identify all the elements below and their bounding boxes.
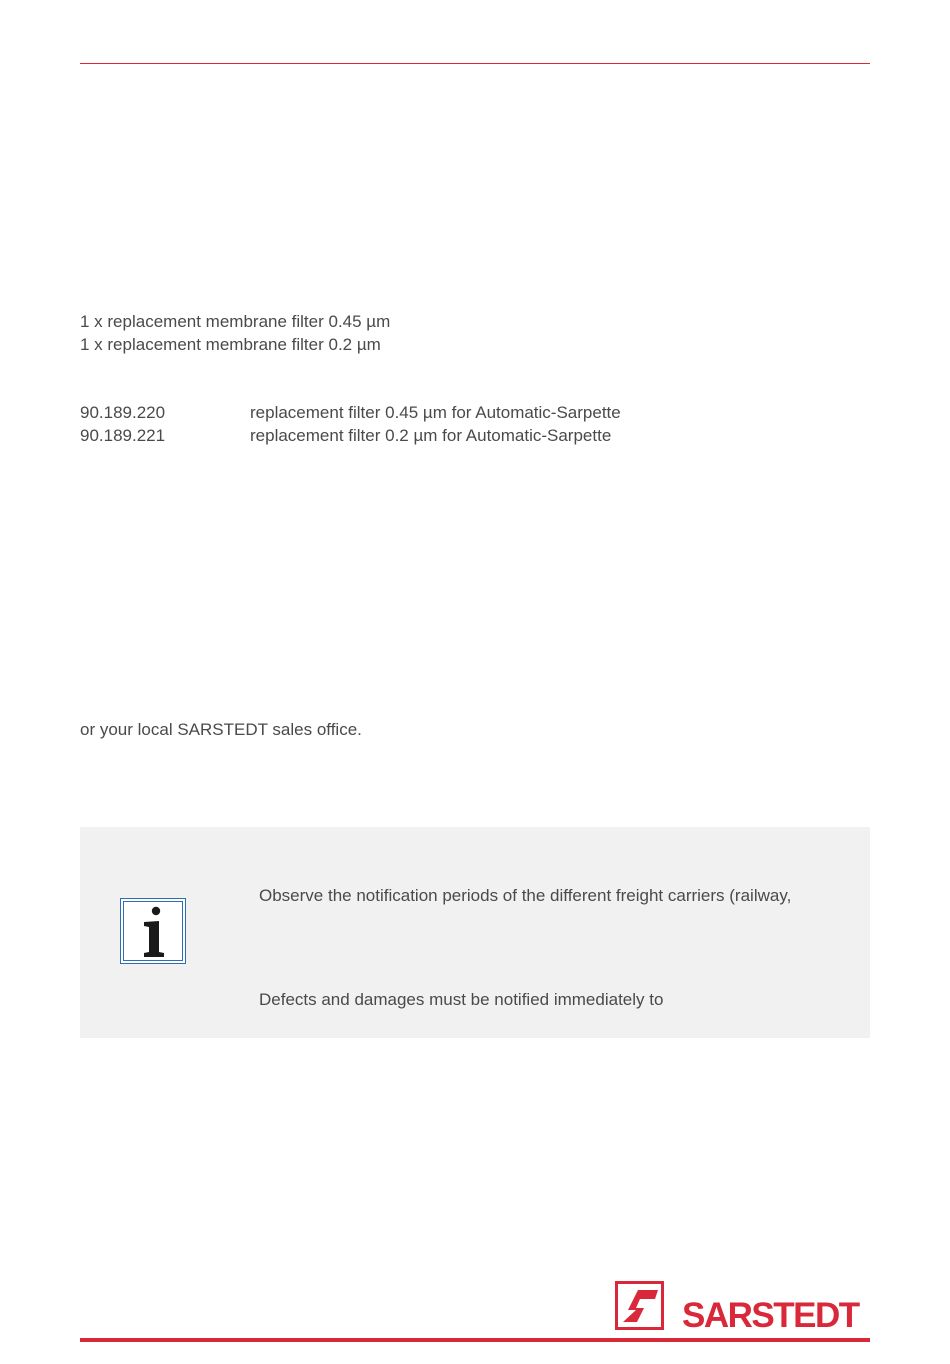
sarstedt-logo-icon [615,1281,664,1330]
accessory-description-2: replacement filter 0.2 µm for Automatic-Sarpette [250,426,612,445]
accessory-description-1: replacement filter 0.45 µm for Automatic-Sarpette [250,403,621,422]
info-note-box [80,827,870,1038]
package-content-item-1: 1 x replacement membrane filter 0.45 µm [80,312,391,331]
info-icon [120,898,186,964]
contact-line: or your local SARSTEDT sales office. [80,720,362,739]
package-content-item-2: 1 x replacement membrane filter 0.2 µm [80,335,381,354]
footer-rule [80,1338,870,1342]
accessory-code-1: 90.189.220 [80,403,166,422]
brand-name: SARSTEDT [682,1296,859,1335]
note-text-line-2: Defects and damages must be notified immediately to [259,990,664,1009]
header-rule [80,63,870,64]
note-text-line-1: Observe the notification periods of the different freight carriers (railway, [259,886,792,905]
accessory-code-2: 90.189.221 [80,426,166,445]
